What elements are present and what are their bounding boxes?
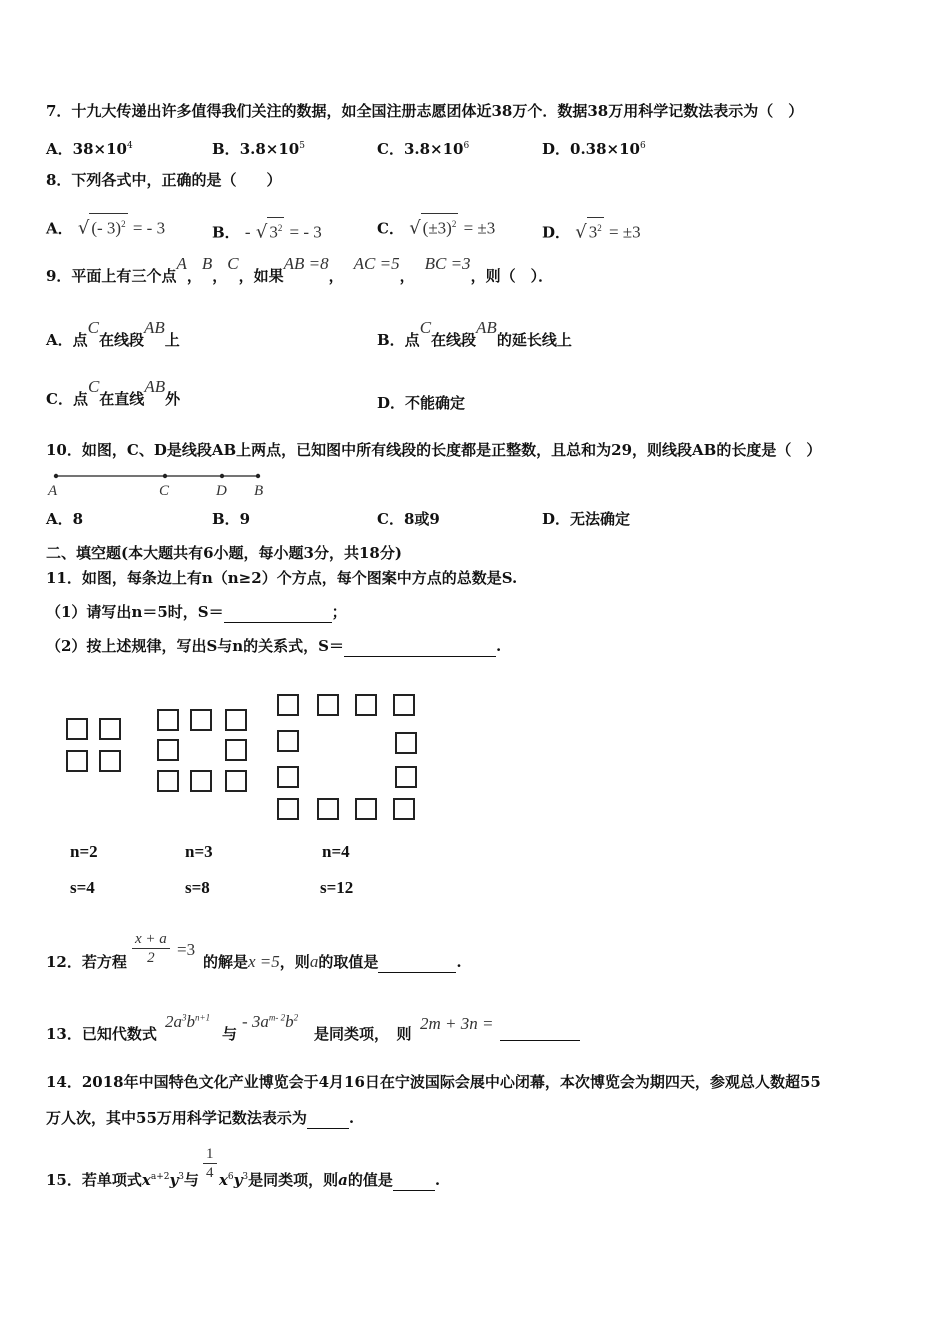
q9-option-d[interactable]: D．不能确定	[377, 394, 466, 412]
point-b-dot	[256, 474, 260, 478]
q8-option-c[interactable]: C． √ $(\pm 3)^2 = \pm 3$	[377, 213, 495, 239]
q8-option-a[interactable]: A． √ (- 3)$^2$ = - 3	[46, 213, 165, 239]
q8-text: 8．下列各式中，正确的是（ ）	[46, 171, 282, 189]
q12-rest: 的解是x =5，则a的取值是 .	[203, 952, 462, 971]
square-dot	[355, 694, 377, 716]
label-s12: s=12	[320, 878, 354, 897]
q13-expr: 2m + 3n =	[420, 1014, 494, 1033]
q14-line1: 14．2018年中国特色文化产业博览会于4月16日在宁波国际会展中心闭幕，本次博览会为期四天，参观总人数超55	[46, 1073, 821, 1091]
q10-option-d[interactable]: D．无法确定	[542, 510, 631, 528]
square-dot	[277, 766, 299, 788]
q9-text: 9．平面上有三个点A，B，C，如果AB =8，AC =5，BC =3，则（ ）．	[46, 254, 554, 285]
answer-blank-5[interactable]	[307, 1108, 349, 1129]
q13-with: 与	[222, 1025, 238, 1043]
point-c-dot	[163, 474, 167, 478]
square-dot	[66, 750, 88, 772]
square-dot	[317, 694, 339, 716]
q14-line2: 万人次，其中55万用科学记数法表示为 .	[46, 1109, 355, 1127]
radicand: (- 3)$^2$	[89, 213, 127, 239]
square-dot	[277, 798, 299, 820]
square-dot	[157, 770, 179, 792]
label-s8: s=8	[185, 878, 210, 897]
answer-blank-2[interactable]	[344, 636, 496, 657]
point-d-dot	[220, 474, 224, 478]
square-dot	[225, 709, 247, 731]
point-a-dot	[54, 474, 58, 478]
point-b-label: B	[254, 483, 264, 499]
q10-option-c[interactable]: C．8或9	[377, 510, 440, 528]
square-dot	[99, 750, 121, 772]
square-dot	[393, 694, 415, 716]
q7-text: 7．十九大传递出许多值得我们关注的数据，如全国注册志愿团体近38万个．数据38万用科学记数法表示为（ ）	[46, 102, 804, 120]
q12-fraction: $\frac{x + a}{2}$	[132, 930, 170, 967]
label-n2: n=2	[70, 842, 98, 861]
q8-option-b[interactable]: B． - √ $3^2$ = - 3	[212, 217, 322, 243]
q12-equals: =3	[177, 940, 196, 959]
square-dot	[317, 798, 339, 820]
square-dot	[66, 718, 88, 740]
label-s4: s=4	[70, 878, 95, 897]
square-dot	[190, 770, 212, 792]
q8-option-d[interactable]: D． √ $3^2 = \pm 3$	[542, 217, 641, 243]
q10-option-a[interactable]: A．8	[46, 510, 84, 528]
q9-option-b[interactable]: B．点C在线段AB的延长线上	[377, 318, 572, 349]
square-dot	[395, 766, 417, 788]
q13-mid: 是同类项， 则	[314, 1025, 412, 1043]
q9-option-c[interactable]: C．点C在直线AB外	[46, 377, 181, 408]
q9-option-a[interactable]: A．点C在线段AB上	[46, 318, 180, 349]
section-2-heading: 二、填空题(本大题共有6小题，每小题3分，共18分)	[46, 544, 402, 562]
q11-part2: （2）按上述规律，写出S与n的关系式，S＝ .	[46, 637, 502, 655]
label-n3: n=3	[185, 842, 213, 861]
point-a-label: A	[48, 483, 58, 499]
square-dot	[190, 709, 212, 731]
answer-blank-6[interactable]	[393, 1170, 435, 1191]
q12-text: 12．若方程	[46, 953, 127, 971]
label-n4: n=4	[322, 842, 350, 861]
q10-text: 10．如图，C、D是线段AB上两点，已知图中所有线段的长度都是正整数，且总和为29，则线段AB的长度是（ ）	[46, 441, 822, 459]
square-dot	[157, 739, 179, 761]
answer-blank-3[interactable]	[378, 952, 456, 973]
square-dot	[277, 694, 299, 716]
square-dot	[225, 770, 247, 792]
point-c-label: C	[159, 483, 170, 499]
q13-text: 13．已知代数式	[46, 1025, 157, 1043]
answer-blank-1[interactable]	[224, 602, 332, 623]
q7-option-a[interactable]: A．$38\times 10^4$	[46, 140, 133, 158]
q13-term1: $2a^3b^{n+1}$	[165, 1012, 211, 1031]
square-dot	[355, 798, 377, 820]
q15-text: 15．若单项式$x^{a+2}y^3$与 $x^6y^3$是同类项，则a的值是 .	[46, 1171, 441, 1189]
q11-part1: （1）请写出n＝5时，S＝ ；	[46, 603, 347, 621]
q7-option-d[interactable]: D．$0.38\times 10^6$	[542, 140, 646, 158]
q11-text: 11．如图，每条边上有n（n≥2）个方点，每个图案中方点的总数是S.	[46, 569, 518, 587]
segment-diagram	[46, 468, 276, 500]
q10-option-b[interactable]: B．9	[212, 510, 251, 528]
square-dot	[157, 709, 179, 731]
answer-blank-4[interactable]	[500, 1020, 580, 1041]
q15-fraction: $\frac{1}{4}$	[203, 1145, 217, 1182]
square-dot	[393, 798, 415, 820]
q13-term2: - $3a^{m- 2}b^2$	[242, 1012, 299, 1031]
square-dot	[395, 732, 417, 754]
point-d-label: D	[216, 483, 227, 499]
q7-option-b[interactable]: B．$3.8\times 10^5$	[212, 140, 305, 158]
square-dot	[99, 718, 121, 740]
square-dot	[225, 739, 247, 761]
q7-option-c[interactable]: C．$3.8\times 10^6$	[377, 140, 470, 158]
square-dot	[277, 730, 299, 752]
